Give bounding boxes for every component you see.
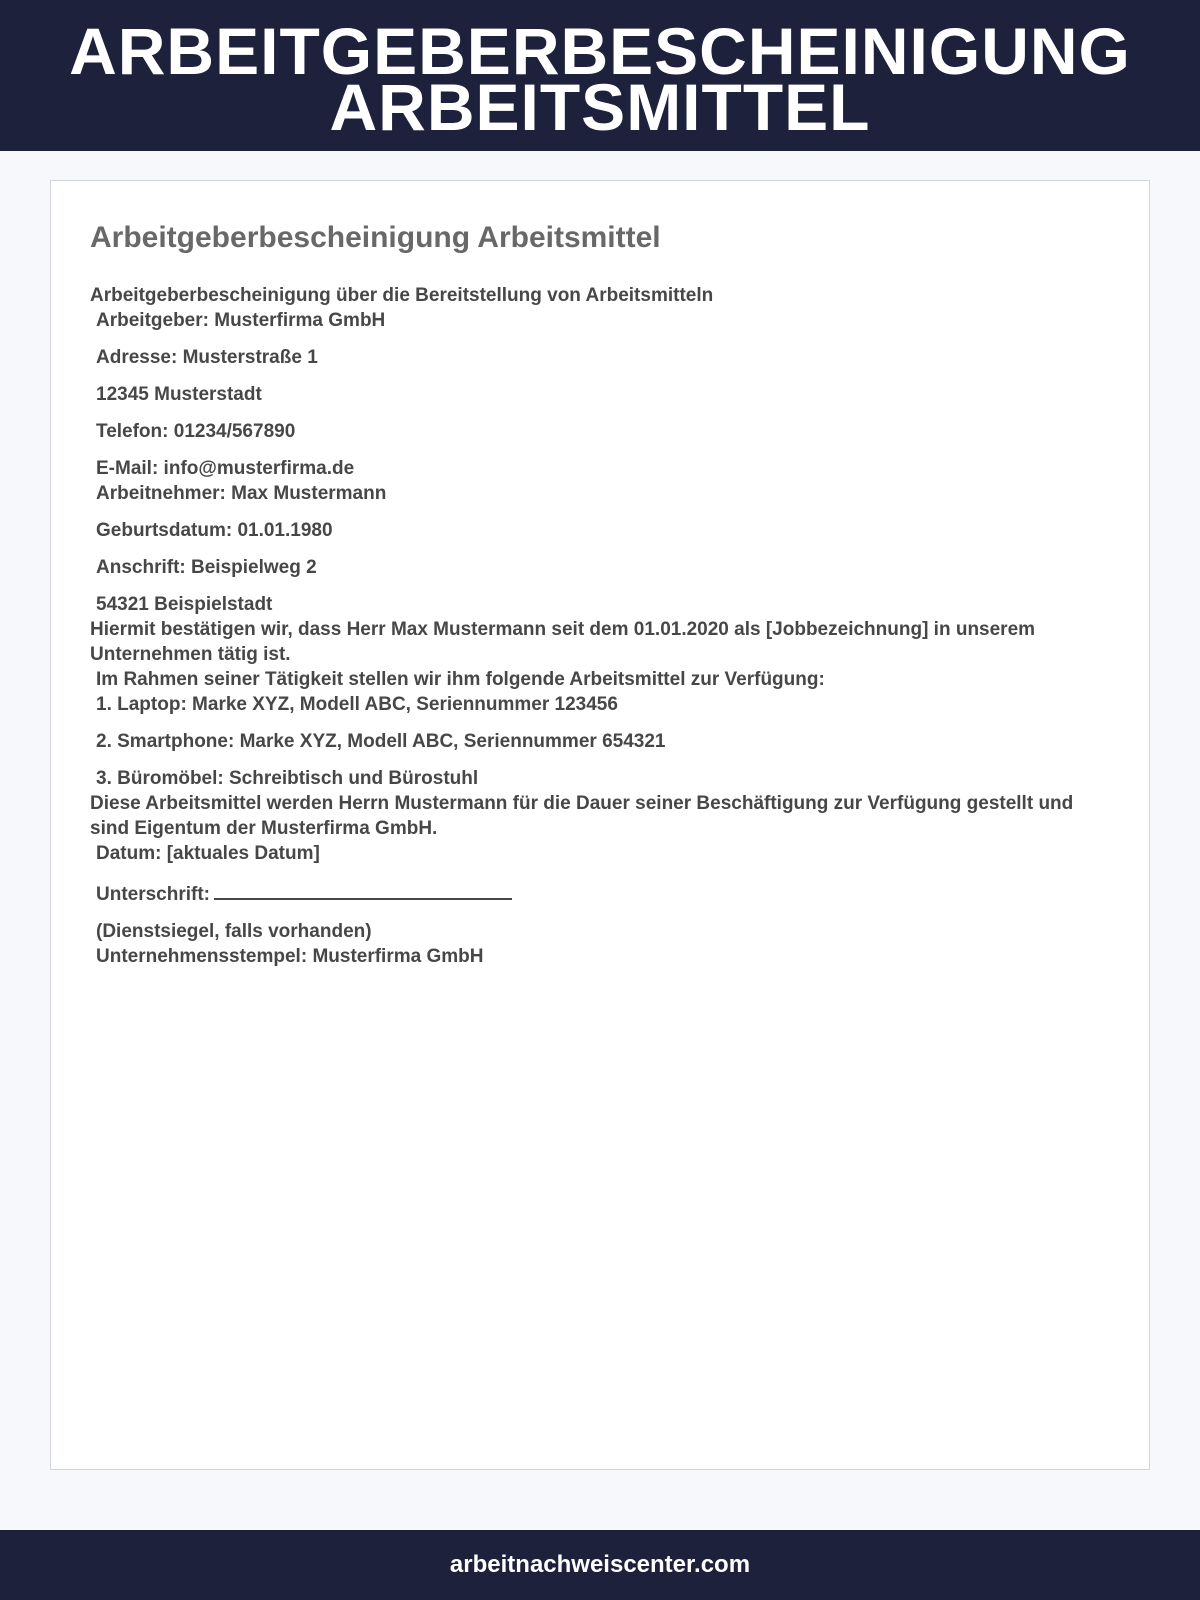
- employee-name: Arbeitnehmer: Max Mustermann: [96, 483, 387, 504]
- document-title: Arbeitgeberbescheinigung Arbeitsmittel: [90, 221, 661, 254]
- employer-name: Arbeitgeber: Musterfirma GmbH: [96, 310, 386, 331]
- list-item: 2. Smartphone: Marke XYZ, Modell ABC, Seriennummer 654321: [96, 731, 666, 752]
- employer-city: 12345 Musterstadt: [96, 384, 262, 405]
- signature-label: Unterschrift:: [96, 884, 211, 905]
- closing-paragraph: Diese Arbeitsmittel werden Herrn Mustermann für die Dauer seiner Beschäftigung zur Verfügung gestellt und sind Eigentum der Musterfirma GmbH.: [90, 793, 1074, 839]
- seal-note: (Dienstsiegel, falls vorhanden): [96, 921, 372, 942]
- employer-email: E-Mail: info@musterfirma.de: [96, 458, 355, 479]
- footer-site-link[interactable]: arbeitnachweiscenter.com: [449, 1551, 751, 1578]
- employee-address: Anschrift: Beispielweg 2: [96, 557, 317, 578]
- employee-birthdate: Geburtsdatum: 01.01.1980: [96, 520, 333, 541]
- document-card: [50, 180, 1150, 1470]
- list-item: 3. Büromöbel: Schreibtisch und Bürostuhl: [96, 768, 479, 789]
- employee-city: 54321 Beispielstadt: [96, 594, 273, 615]
- signature-line: [90, 878, 1110, 907]
- confirmation-paragraph: Hiermit bestätigen wir, dass Herr Max Mustermann seit dem 01.01.2020 als [Jobbezeichnung] in unserem Unternehmen tätig ist.: [90, 619, 1036, 665]
- employer-phone: Telefon: 01234/567890: [96, 421, 296, 442]
- document-body: [90, 283, 1110, 969]
- header-title-line-1: ARBEITGEBERBESCHEINIGUNG: [69, 14, 1131, 88]
- page-footer: [0, 1530, 1200, 1600]
- employer-address: Adresse: Musterstraße 1: [96, 347, 318, 368]
- list-item: 1. Laptop: Marke XYZ, Modell ABC, Seriennummer 123456: [96, 694, 618, 715]
- date-line: Datum: [aktuales Datum]: [96, 843, 320, 864]
- page-header: [0, 0, 1200, 151]
- signature-field[interactable]: [214, 878, 512, 900]
- items-intro: Im Rahmen seiner Tätigkeit stellen wir ihm folgende Arbeitsmittel zur Verfügung:: [96, 669, 825, 690]
- header-title-line-2: ARBEITSMITTEL: [329, 70, 871, 144]
- company-stamp: Unternehmensstempel: Musterfirma GmbH: [96, 946, 484, 967]
- intro-line: Arbeitgeberbescheinigung über die Bereitstellung von Arbeitsmitteln: [90, 285, 714, 306]
